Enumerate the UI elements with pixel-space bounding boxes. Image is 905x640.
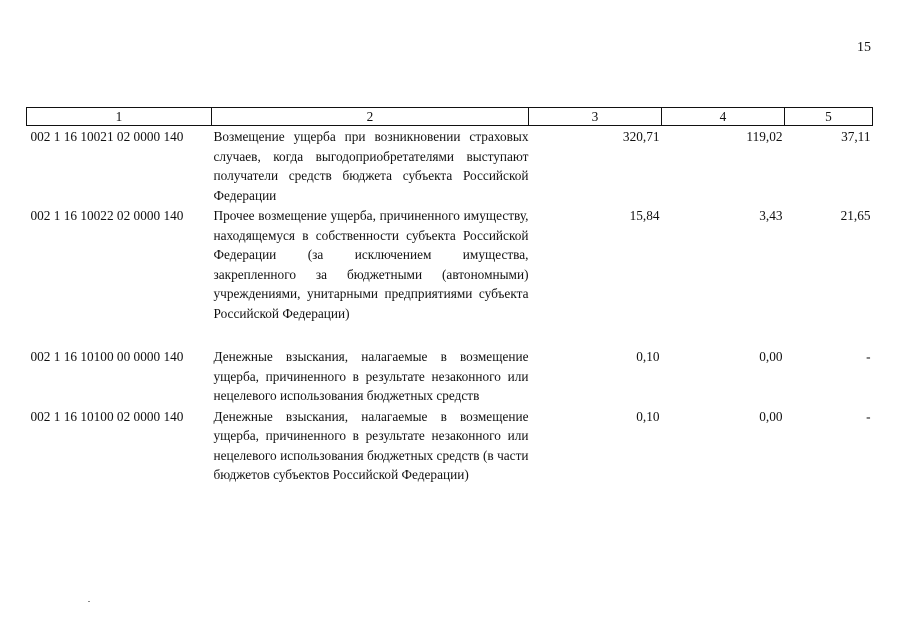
header-col-3: 3 — [529, 108, 662, 126]
header-col-2: 2 — [212, 108, 529, 126]
revenue-name-cell: Денежные взыскания, налагаемые в возмещение ущерба, причиненного в результате незаконного или нецелевого использования бюджетных средств — [213, 349, 529, 403]
table-row — [27, 205, 873, 323]
header-col-5: 5 — [785, 108, 873, 126]
table-header — [27, 108, 873, 126]
value-col-3-cell: 320,71 — [622, 129, 660, 144]
table-row — [27, 406, 873, 485]
table-row — [27, 126, 873, 206]
value-col-5-cell: 21,65 — [840, 208, 871, 223]
value-col-4-cell: 0,00 — [759, 349, 783, 364]
table-body — [27, 126, 873, 485]
value-col-4-cell: 119,02 — [746, 129, 783, 144]
header-row — [27, 108, 873, 126]
budget-code-cell: 002 1 16 10100 02 0000 140 — [30, 408, 184, 424]
revenue-name-cell: Возмещение ущерба при возникновении страховых случаев, когда выгодоприобретателями выступают получатели средств бюджета субъекта Российской Федерации — [213, 129, 529, 203]
page-number: 15 — [857, 40, 871, 55]
scan-speck — [88, 601, 90, 602]
revenue-name-cell: Денежные взыскания, налагаемые в возмещение ущерба, причиненного в результате незаконного или нецелевого использования бюджетных средств (в части бюджетов субъектов Российской Федерации) — [213, 408, 529, 482]
table-row — [27, 323, 873, 406]
value-col-5-cell: 37,11 — [841, 129, 871, 144]
value-col-5-cell: - — [866, 349, 871, 364]
value-col-4-cell: 0,00 — [759, 408, 783, 424]
header-col-1: 1 — [27, 108, 212, 126]
value-col-3-cell: 15,84 — [629, 208, 660, 223]
value-col-5-cell: - — [866, 408, 871, 424]
budget-code-cell: 002 1 16 10021 02 0000 140 — [30, 129, 184, 144]
budget-code-cell: 002 1 16 10022 02 0000 140 — [30, 208, 184, 223]
value-col-4-cell: 3,43 — [759, 208, 783, 223]
value-col-3-cell: 0,10 — [636, 349, 660, 364]
budget-revenue-table — [26, 107, 873, 485]
header-col-4: 4 — [662, 108, 785, 126]
budget-code-cell: 002 1 16 10100 00 0000 140 — [30, 349, 184, 364]
revenue-name-cell: Прочее возмещение ущерба, причиненного имуществу, находящемуся в собственности субъекта Российской Федерации (за исключением имущества, закрепленного за бюджетными (автономными) учреждениями, унитарными предприятиями субъекта Российской Федерации) — [213, 208, 529, 321]
value-col-3-cell: 0,10 — [636, 408, 660, 424]
